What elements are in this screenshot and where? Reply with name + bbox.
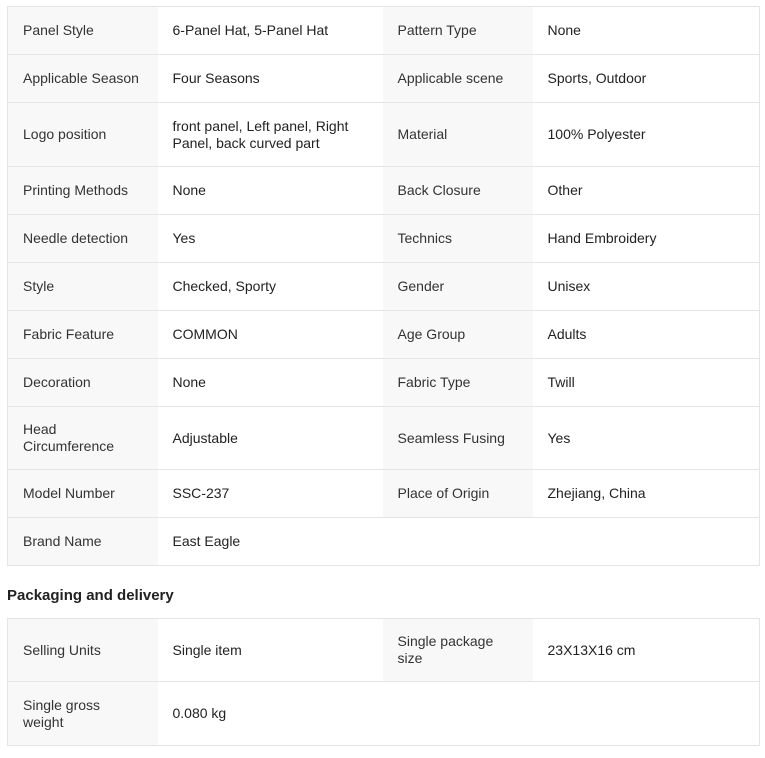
table-row [8, 167, 760, 215]
attribute-value: Yes [533, 407, 760, 470]
attribute-key: Single gross weight [8, 682, 158, 746]
attribute-key: Printing Methods [8, 167, 158, 215]
attribute-key: Needle detection [8, 215, 158, 263]
attribute-value: Zhejiang, China [533, 470, 760, 518]
attribute-value: front panel, Left panel, Right Panel, back curved part [158, 103, 383, 167]
attribute-value: SSC-237 [158, 470, 383, 518]
attribute-value: Four Seasons [158, 55, 383, 103]
attribute-key: Material [383, 103, 533, 167]
attribute-key: Style [8, 263, 158, 311]
attribute-value: None [533, 7, 760, 55]
attribute-key: Fabric Feature [8, 311, 158, 359]
attribute-key: Age Group [383, 311, 533, 359]
table-row [8, 407, 760, 470]
empty-cell [533, 682, 760, 746]
packaging-section-title: Packaging and delivery [7, 587, 174, 604]
table-row [8, 215, 760, 263]
attribute-key: Logo position [8, 103, 158, 167]
attribute-key: Technics [383, 215, 533, 263]
empty-cell [383, 682, 533, 746]
attribute-value: East Eagle [158, 518, 383, 566]
attribute-value: 23X13X16 cm [533, 619, 760, 682]
product-details [7, 6, 759, 746]
attribute-key: Panel Style [8, 7, 158, 55]
attribute-value: None [158, 359, 383, 407]
attribute-value: Yes [158, 215, 383, 263]
attribute-value: Unisex [533, 263, 760, 311]
attribute-key: Single package size [383, 619, 533, 682]
table-row [8, 470, 760, 518]
attribute-key: Brand Name [8, 518, 158, 566]
attribute-key: Fabric Type [383, 359, 533, 407]
attribute-value: Sports, Outdoor [533, 55, 760, 103]
attribute-value: Single item [158, 619, 383, 682]
attribute-value: Adjustable [158, 407, 383, 470]
attribute-value: 6-Panel Hat, 5-Panel Hat [158, 7, 383, 55]
attribute-key: Seamless Fusing [383, 407, 533, 470]
attribute-key: Selling Units [8, 619, 158, 682]
empty-cell [533, 518, 760, 566]
attribute-value: Checked, Sporty [158, 263, 383, 311]
attribute-value: Twill [533, 359, 760, 407]
attribute-key: Head Circumference [8, 407, 158, 470]
attribute-key: Pattern Type [383, 7, 533, 55]
attribute-value: 0.080 kg [158, 682, 383, 746]
packaging-table [7, 618, 760, 746]
table-row [8, 518, 760, 566]
attribute-key: Applicable scene [383, 55, 533, 103]
table-row [8, 103, 760, 167]
attributes-table [7, 6, 760, 566]
table-row [8, 619, 760, 682]
table-row [8, 311, 760, 359]
table-row [8, 263, 760, 311]
attribute-key: Place of Origin [383, 470, 533, 518]
attribute-key: Back Closure [383, 167, 533, 215]
attribute-key: Model Number [8, 470, 158, 518]
attribute-key: Gender [383, 263, 533, 311]
attribute-value: Adults [533, 311, 760, 359]
table-row [8, 682, 760, 746]
table-row [8, 359, 760, 407]
attribute-value: Other [533, 167, 760, 215]
table-row [8, 55, 760, 103]
attribute-key: Decoration [8, 359, 158, 407]
attribute-value: COMMON [158, 311, 383, 359]
empty-cell [383, 518, 533, 566]
attribute-value: 100% Polyester [533, 103, 760, 167]
attribute-key: Applicable Season [8, 55, 158, 103]
attribute-value: Hand Embroidery [533, 215, 760, 263]
attribute-value: None [158, 167, 383, 215]
table-row [8, 7, 760, 55]
